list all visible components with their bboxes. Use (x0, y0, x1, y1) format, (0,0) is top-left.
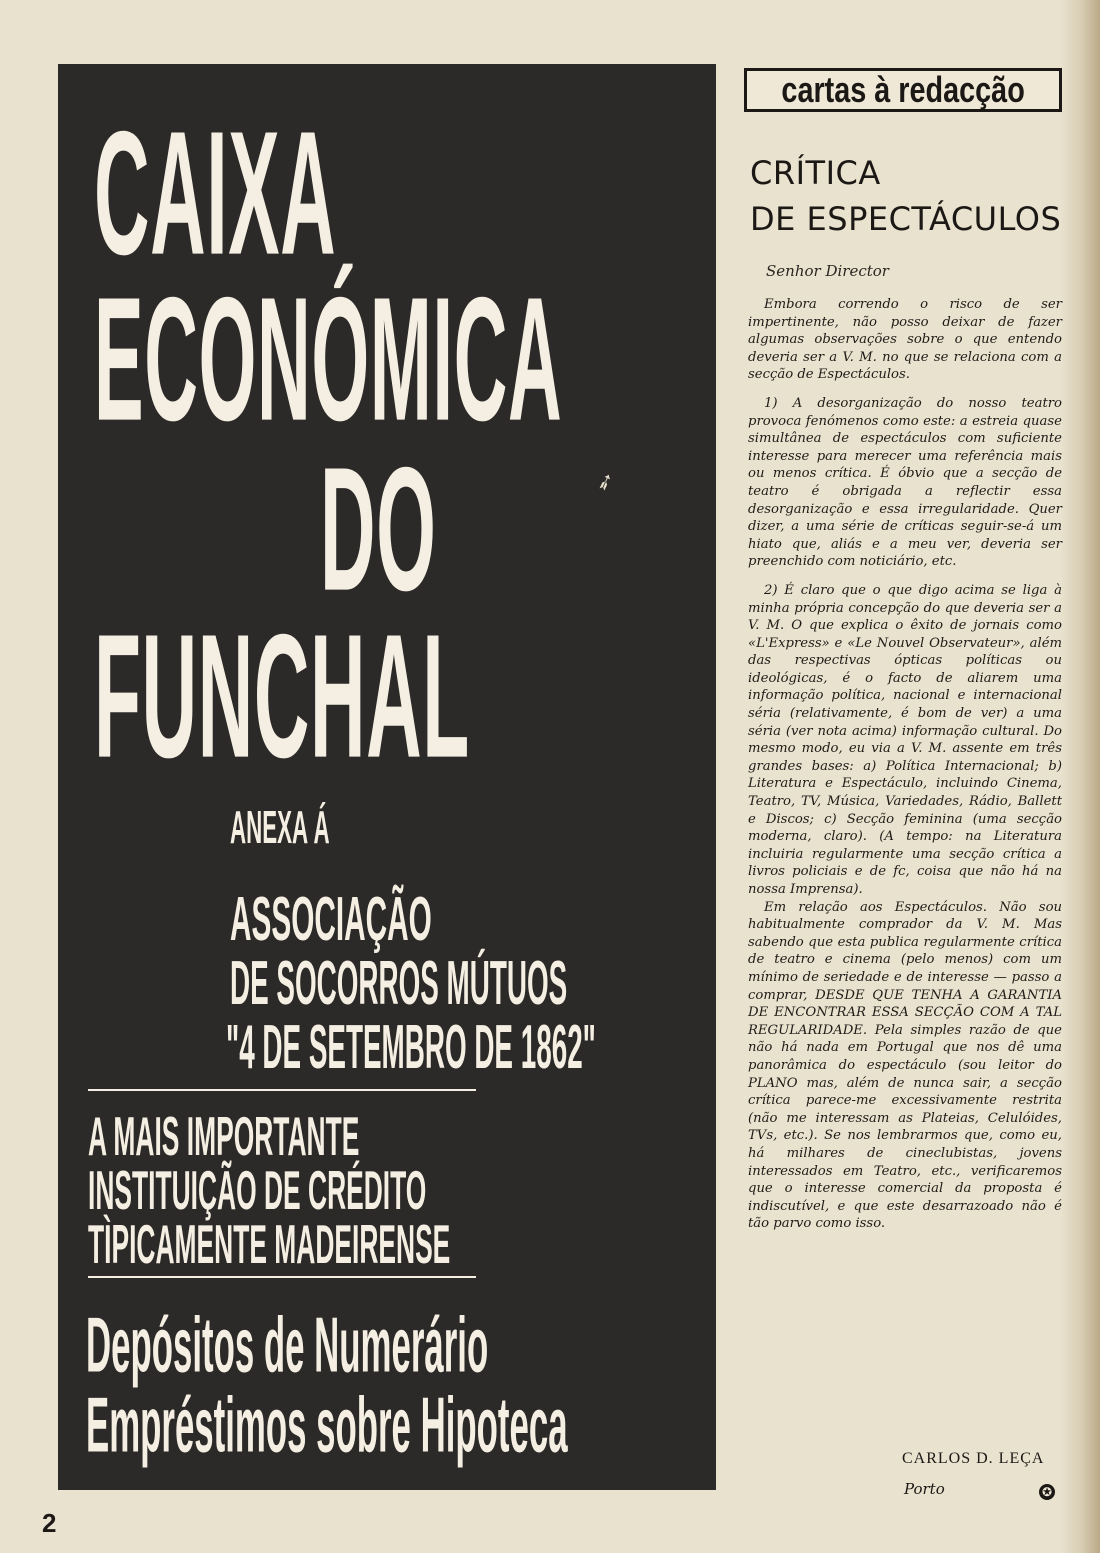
ad-institution-line-2: INSTITUIÇÃO DE CRÉDITO (88, 1160, 427, 1222)
ad-divider-top (88, 1089, 476, 1091)
letter-body (748, 296, 1062, 1244)
letter-salutation: Senhor Director (766, 262, 889, 280)
ad-title-line-2: ECONÓMICA (94, 262, 563, 459)
section-label-box (744, 68, 1062, 112)
bank-advertisement (58, 64, 716, 1490)
ad-institution-line-1: A MAIS IMPORTANTE (88, 1106, 360, 1168)
ad-annex-label: ANEXA Á (230, 800, 330, 854)
ad-service-line-1: Depósitos de Numerário (86, 1301, 489, 1389)
ad-title-line-3: DO (320, 432, 437, 629)
article-headline (750, 150, 1061, 242)
ad-service-line-2: Empréstimos sobre Hipoteca (86, 1381, 568, 1469)
page-number: 2 (42, 1508, 57, 1538)
page-edge-shadow (1060, 0, 1100, 1553)
letter-paragraph: 2) É claro que o que digo acima se liga à minha própria concepção do que deveria ser a V. M. O que explica o êxito de jornais como «L'Express» e «Le Nouvel Observateur», além das respectivas ópticas políticas ou ideológicas, é o facto de aliarem uma informação política, nacional e internacional séria (relativamente, é bom de ver) a uma séria (ver nota acima) informação cultural. Do mesmo modo, eu via a V. M. assente em três grandes bases: a) Política Internacional; b) Literatura e Espectáculo, incluindo Cinema, Teatro, TV, Música, Variedades, Rádio, Ballett e Discos; c) Secção feminina (uma secção moderna, claro). (A tempo: na Literatura incluiria regularmente uma secção crítica a livros policiais e de fc, coisa que não há na nossa Imprensa). (748, 582, 1062, 897)
ad-title-line-1: CAIXA (94, 96, 337, 293)
ad-association-line-1: ASSOCIAÇÃO (230, 885, 432, 955)
ad-title-line-4: FUNCHAL (94, 599, 470, 796)
letter-place: Porto (904, 1480, 945, 1498)
letter-paragraph: Embora correndo o risco de ser impertinente, não posso deixar de fazer algumas observações sobre o que entendo deveria ser a V. M. no que se relaciona com a secção de Espectáculos. (748, 297, 1062, 383)
section-label: cartas à redacção (781, 69, 1025, 110)
ad-association-line-3: "4 DE SETEMBRO DE 1862" (226, 1013, 596, 1083)
letter-paragraph: Em relação aos Espectáculos. Não sou habitualmente comprador da V. M. Mas sabendo que esta publica regularmente crítica de teatro e cinema (pelo menos) com um mínimo de seriedade e de interesse — passo a comprar, DESDE QUE TENHA A GARANTIA DE ENCONTRAR ESSA SECÇÃO COM A TAL REGULARIDADE. Pela simples razão de que não há nada em Portugal que nos dê uma panorâmica do espectáculo (sou leitor do PLANO mas, além de nunca sair, a secção crítica parece-me excessivamente restrita (não me interessam as Plateias, Celulóides, TVs, etc.). Se nos lembrarmos que, como eu, há milhares de cineclubistas, jovens interessados em Teatro, etc., verificaremos que o interesse comercial da proposta é indiscutível, e que este desarrazoado não é tão parvo como isso. (748, 899, 1062, 1232)
end-mark-icon: ✪ (1039, 1484, 1055, 1500)
ad-divider-bottom (88, 1276, 476, 1278)
headline-line-1: CRÍTICA (750, 154, 881, 192)
ad-institution-line-3: TÌPICAMENTE MADEIRENSE (88, 1214, 451, 1276)
letter-paragraph: 1) A desorganização do nosso teatro provoca fenómenos como este: a estreia quase simultânea de espectáculos com suficiente interesse para merecer uma referência mais ou menos crítica. É óbvio que a secção de teatro é obrigada a reflectir essa desorganização e essa irregularidade. Quer dizer, a uma série de críticas seguir-se-á um hiato que, aliás e a meu ver, deveria ser preenchido com noticiário, etc. (748, 395, 1062, 570)
ad-association-line-2: DE SOCORROS MÚTUOS (230, 949, 568, 1019)
letter-signature: CARLOS D. LEÇA (902, 1450, 1045, 1467)
headline-line-2: DE ESPECTÁCULOS (750, 200, 1062, 238)
print-mark-icon: ➶ (592, 466, 618, 497)
